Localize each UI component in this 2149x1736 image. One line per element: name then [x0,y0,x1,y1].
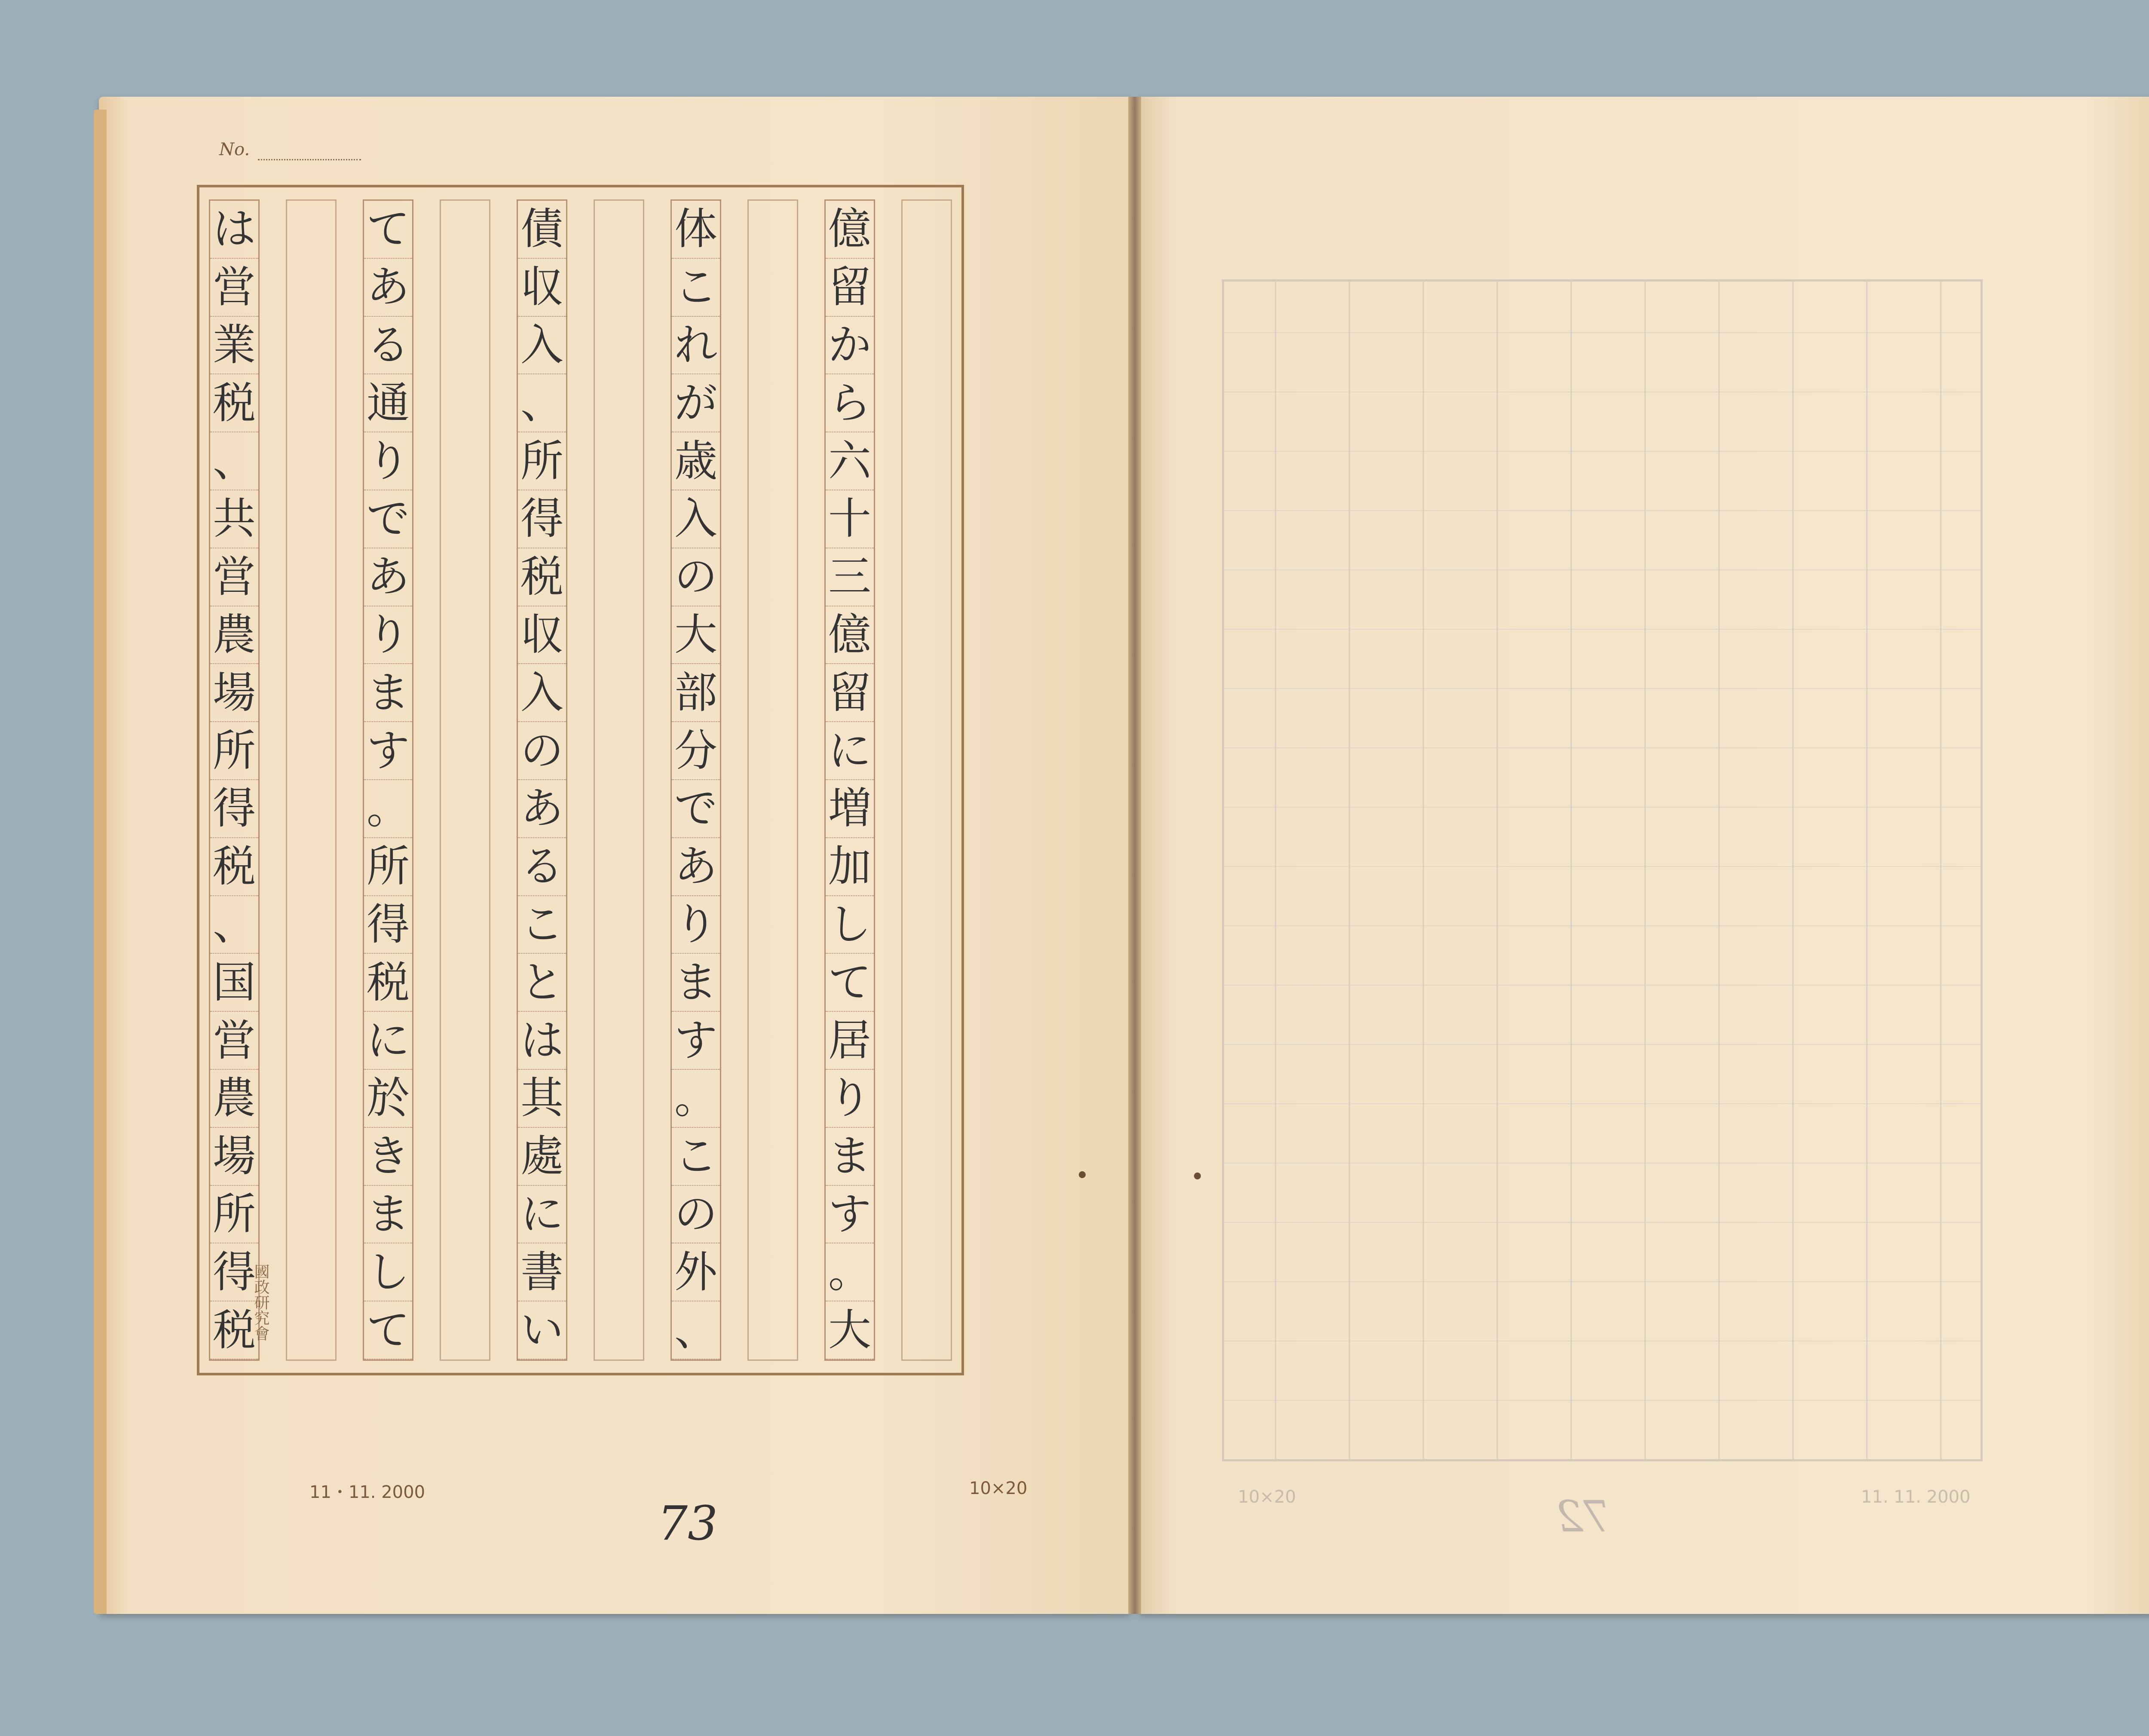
manuscript-grid [197,185,964,1375]
grid-cell: に [518,1186,566,1244]
grid-cell: 国 [210,954,258,1012]
text-column [517,199,567,1361]
ink-dot [1079,1171,1086,1178]
grid-cell: 収 [518,606,566,664]
ghost-page-number: 72 [1556,1491,1611,1542]
grid-cell: 其 [518,1070,566,1128]
grid-cell: の [672,1186,720,1244]
grid-cell: 所 [364,838,412,896]
grid-cell: あ [672,838,720,896]
ghost-footer-right: 10×20 [1238,1487,1296,1507]
grid-cell: 得 [210,1243,258,1301]
grid-cell: き [364,1128,412,1186]
grid-cell: 加 [826,838,874,896]
grid-cell: か [826,317,874,375]
grid-cell: い [518,1301,566,1359]
text-column [209,199,260,1361]
grid-cell: 處 [518,1128,566,1186]
number-line [258,159,361,160]
grid-cell: 歳 [672,432,720,490]
grid-cell: 十 [826,490,874,548]
grid-cell: 留 [826,259,874,317]
grid-cell: 。 [364,780,412,838]
grid-cell: 債 [518,201,566,259]
page-number: 73 [658,1496,718,1551]
grid-cell: 通 [364,374,412,432]
ink-dot [1194,1173,1201,1179]
grid-cell: 所 [210,722,258,780]
grid-cell: 。 [826,1243,874,1301]
grid-cell: は [210,201,258,259]
grid-cell: 、 [518,374,566,432]
grid-cell: 収 [518,259,566,317]
grid-cell: ら [826,374,874,432]
grid-cell: 営 [210,1012,258,1070]
grid-cell: で [672,780,720,838]
grid-cell: る [364,317,412,375]
grid-cell: ま [364,664,412,722]
grid-cell: ま [672,954,720,1012]
grid-cell: 部 [672,664,720,722]
grid-cell: 大 [672,606,720,664]
grid-cell: 得 [518,490,566,548]
grid-cell: り [364,606,412,664]
grid-cell: の [672,548,720,606]
grid-cell: 億 [826,606,874,664]
grid-cell: あ [364,259,412,317]
text-column [363,199,413,1361]
grid-cell: 外 [672,1243,720,1301]
grid-cell: 得 [364,896,412,954]
grid-cell: こ [672,259,720,317]
grid-cell: す [672,1012,720,1070]
grid-cell: 場 [210,1128,258,1186]
grid-cell: 入 [672,490,720,548]
grid-cell: す [364,722,412,780]
grid-cell: 入 [518,317,566,375]
grid-cell: 分 [672,722,720,780]
grid-cell: 税 [210,838,258,896]
ghost-grid [1222,279,1983,1461]
footer-print-code: 11・11. 2000 [309,1482,426,1502]
grid-cell: 税 [210,1301,258,1359]
grid-cell: 税 [364,954,412,1012]
grid-cell: 留 [826,664,874,722]
ghost-footer-left: 11. 11. 2000 [1861,1487,1971,1507]
grid-cell: 業 [210,317,258,375]
grid-cell: 農 [210,606,258,664]
grid-cell: 入 [518,664,566,722]
grid-cell: 、 [672,1301,720,1359]
grid-cell: て [364,1301,412,1359]
grid-cell: 増 [826,780,874,838]
grid-cell: 、 [210,896,258,954]
grid-cell: が [672,374,720,432]
spacer-column [286,199,337,1361]
grid-cell: と [518,954,566,1012]
grid-cell: て [826,954,874,1012]
grid-cell: 三 [826,548,874,606]
grid-cell: 六 [826,432,874,490]
spacer-column [440,199,490,1361]
grid-cell: 億 [826,201,874,259]
grid-cell: 共 [210,490,258,548]
grid-cell: 大 [826,1301,874,1359]
grid-cell: は [518,1012,566,1070]
grid-cell: 居 [826,1012,874,1070]
grid-cell: る [518,838,566,896]
text-column [670,199,721,1361]
spacer-column [747,199,798,1361]
number-label: No. [219,140,250,159]
grid-cell: 場 [210,664,258,722]
grid-cell: で [364,490,412,548]
book-gutter [1128,97,1141,1614]
publisher-label: 國政研究會 [252,1264,269,1341]
grid-cell: 営 [210,259,258,317]
grid-cell: り [826,1070,874,1128]
grid-cell: こ [672,1128,720,1186]
grid-cell: し [826,896,874,954]
grid-cell: り [672,896,720,954]
grid-cell: ま [364,1186,412,1244]
footer-grid-size: 10×20 [969,1479,1028,1498]
grid-cell: れ [672,317,720,375]
grid-cell: あ [364,548,412,606]
grid-cell: 書 [518,1243,566,1301]
grid-cell: て [364,201,412,259]
grid-cell: あ [518,780,566,838]
grid-cell: の [518,722,566,780]
grid-cell: 体 [672,201,720,259]
text-column [824,199,875,1361]
grid-cell: 所 [210,1186,258,1244]
grid-cell: 所 [518,432,566,490]
spacer-column [901,199,952,1361]
grid-cell: 税 [210,374,258,432]
grid-cell: 得 [210,780,258,838]
grid-cell: 営 [210,548,258,606]
grid-cell: 税 [518,548,566,606]
grid-cell: し [364,1243,412,1301]
grid-cell: 於 [364,1070,412,1128]
grid-cell: 。 [672,1070,720,1128]
grid-cell: 農 [210,1070,258,1128]
grid-cell: ま [826,1128,874,1186]
grid-cell: に [364,1012,412,1070]
grid-cell: 、 [210,432,258,490]
grid-cell: す [826,1186,874,1244]
grid-cell: に [826,722,874,780]
grid-cell: り [364,432,412,490]
spacer-column [594,199,644,1361]
left-page-edge [94,110,107,1614]
grid-cell: こ [518,896,566,954]
